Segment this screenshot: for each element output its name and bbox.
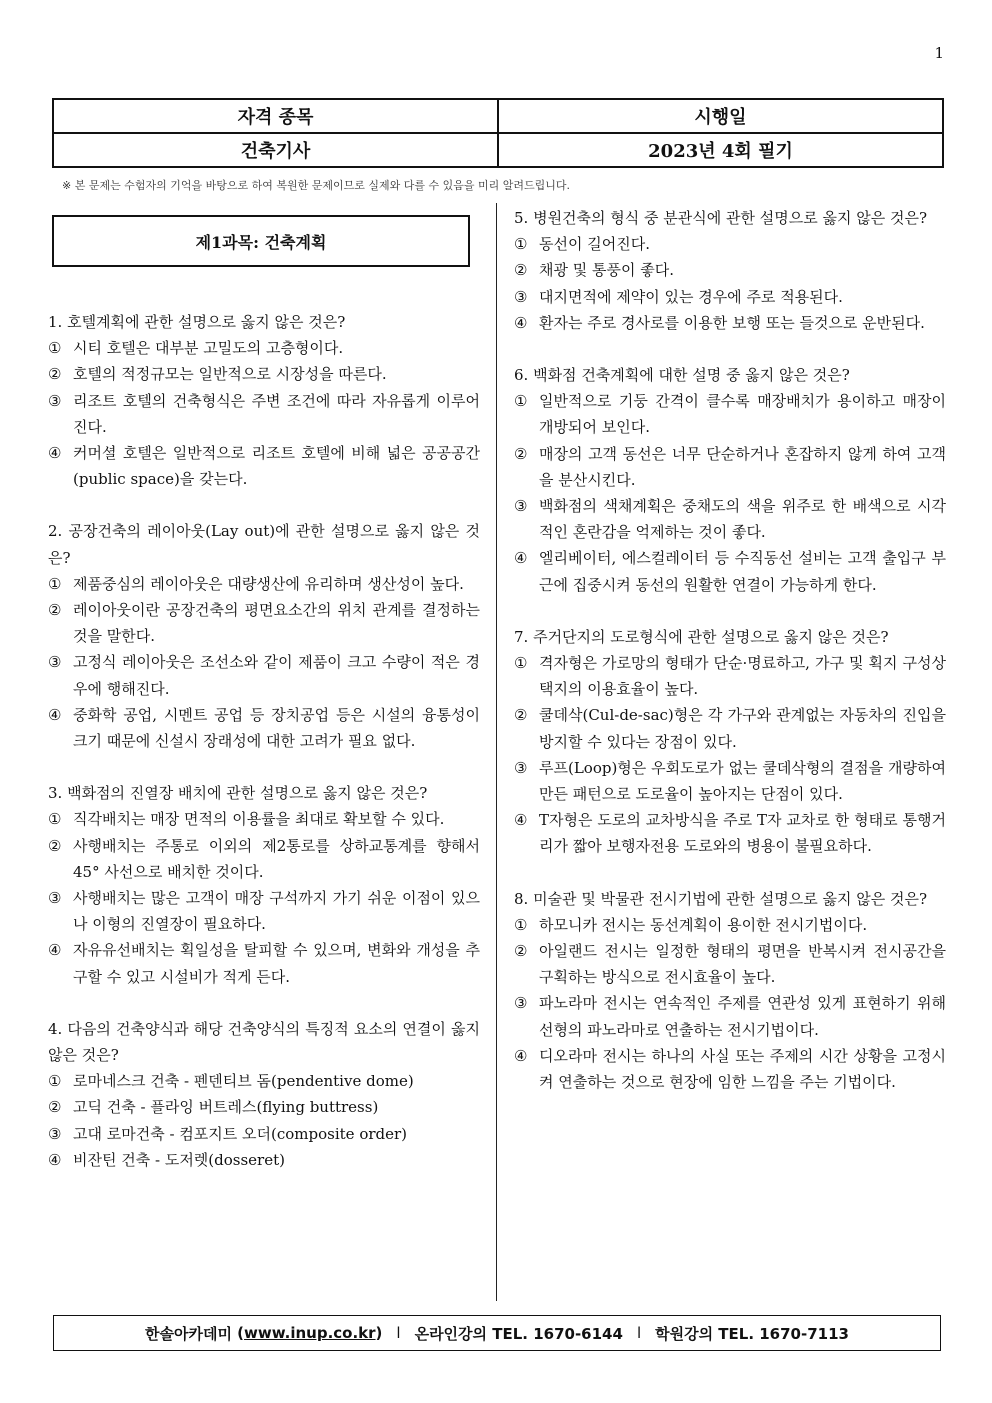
- option-number: ③: [514, 758, 528, 777]
- footer-separator: l: [636, 1324, 642, 1342]
- option-item: [514, 1043, 946, 1095]
- option-item: [48, 1068, 480, 1094]
- option-text: 비잔틴 건축 - 도저렛(dosseret): [73, 1150, 285, 1169]
- question-6: [514, 362, 946, 598]
- question-5: [514, 205, 946, 336]
- question-stem: 2. 공장건축의 레이아웃(Lay out)에 관한 설명으로 옳지 않은 것은?: [48, 522, 480, 567]
- option-text: 레이아웃이란 공장건축의 평면요소간의 위치 관계를 결정하는 것을 말한다.: [73, 601, 480, 646]
- option-number: ②: [48, 836, 62, 855]
- option-item: [514, 702, 946, 754]
- option-number: ②: [48, 1098, 62, 1117]
- option-item: [48, 833, 480, 885]
- option-number: ④: [48, 705, 62, 724]
- option-text: 하모니카 전시는 동선계획이 용이한 전시기법이다.: [539, 915, 868, 934]
- option-text: 엘리베이터, 에스컬레이터 등 수직동선 설비는 고객 출입구 부근에 집중시켜 동선의 원활한 연결이 가능하게 한다.: [539, 549, 946, 594]
- option-text: 일반적으로 기둥 간격이 클수록 매장배치가 용이하고 매장이 개방되어 보인다.: [539, 392, 946, 437]
- option-item: [514, 388, 946, 440]
- question-stem: 4. 다음의 건축양식과 해당 건축양식의 특징적 요소의 연결이 옳지 않은 것은?: [48, 1019, 480, 1065]
- option-item: [48, 388, 480, 440]
- option-item: [48, 1147, 480, 1173]
- option-text: 동선이 길어진다.: [539, 235, 650, 254]
- footer-online-phone: 온라인강의 TEL. 1670-6144: [414, 1324, 623, 1343]
- option-number: ④: [48, 1150, 62, 1169]
- question-stem: 6. 백화점 건축계획에 대한 설명 중 옳지 않은 것은?: [514, 366, 850, 385]
- header-value-qualification: 건축기사: [53, 133, 498, 167]
- question-7: [514, 624, 946, 860]
- option-item: [514, 650, 946, 702]
- subject-title-box: [52, 215, 470, 267]
- option-text: 고딕 건축 - 플라잉 버트레스(flying buttress): [73, 1098, 379, 1117]
- option-number: ②: [514, 261, 528, 280]
- option-number: ①: [514, 392, 528, 411]
- subject-title: 제1과목: 건축계획: [195, 232, 327, 252]
- option-text: 커머셜 호텔은 일반적으로 리조트 호텔에 비해 넓은 공공공간(public space)을 갖는다.: [73, 444, 480, 489]
- option-text: 로마네스크 건축 - 펜덴티브 돔(pendentive dome): [73, 1072, 414, 1091]
- option-text: 루프(Loop)형은 우회도로가 없는 쿨데삭형의 결점을 개량하여 만든 패턴으로 도로율이 높아지는 단점이 있다.: [539, 758, 946, 804]
- option-number: ③: [48, 1124, 62, 1143]
- option-number: ①: [514, 915, 528, 934]
- option-number: ①: [514, 235, 528, 254]
- option-text: 매장의 고객 동선은 너무 단순하거나 혼잡하지 않게 하여 고객을 분산시킨다.: [539, 444, 946, 489]
- question-stem: 7. 주거단지의 도로형식에 관한 설명으로 옳지 않은 것은?: [514, 627, 889, 646]
- option-number: ④: [514, 313, 528, 332]
- footer-separator: l: [396, 1324, 401, 1342]
- right-column: [514, 205, 946, 1095]
- option-item: [48, 571, 480, 597]
- question-stem: 5. 병원건축의 형식 중 분관식에 관한 설명으로 옳지 않은 것은?: [514, 209, 928, 227]
- question-8: [514, 886, 946, 1096]
- option-item: [48, 335, 480, 361]
- option-item: [48, 361, 480, 387]
- option-text: 사행배치는 많은 고객이 매장 구석까지 가기 쉬운 이점이 있으나 이형의 진열장이 필요하다.: [73, 889, 480, 934]
- option-number: ③: [48, 889, 62, 908]
- option-item: [514, 938, 946, 990]
- footer-website-link[interactable]: www.inup.co.kr: [244, 1324, 376, 1342]
- question-stem: 8. 미술관 및 박물관 전시기법에 관한 설명으로 옳지 않은 것은?: [514, 889, 928, 908]
- option-number: ③: [48, 391, 62, 410]
- option-text: 고정식 레이아웃은 조선소와 같이 제품이 크고 수량이 적은 경우에 행해진다.: [73, 653, 480, 698]
- option-text: 사행배치는 주통로 이외의 제2통로를 상하교통계를 향해서 45° 사선으로 배치한 것이다.: [73, 836, 480, 881]
- option-text: 채광 및 통풍이 좋다.: [539, 261, 674, 280]
- option-text: 대지면적에 제약이 있는 경우에 주로 적용된다.: [539, 287, 843, 306]
- option-number: ①: [48, 574, 62, 593]
- option-item: [514, 441, 946, 493]
- disclaimer-notice: ※ 본 문제는 수험자의 기억을 바탕으로 하여 복원한 문제이므로 실제와 다를 수 있음을 미리 알려드립니다.: [62, 179, 570, 192]
- option-number: ②: [48, 365, 62, 384]
- option-number: ④: [48, 941, 62, 960]
- option-text: 시티 호텔은 대부분 고밀도의 고층형이다.: [73, 339, 344, 358]
- option-number: ④: [514, 811, 528, 830]
- option-item: [514, 912, 946, 938]
- option-text: 파노라마 전시는 연속적인 주제를 연관성 있게 표현하기 위해 선형의 파노라마로 연출하는 전시기법이다.: [539, 994, 946, 1039]
- option-text: 중화학 공업, 시멘트 공업 등 장치공업 등은 시설의 융통성이 크기 때문에 신설시 장래성에 대한 고려가 필요 없다.: [73, 705, 480, 751]
- page-footer: 한솔아카데미 ( www.inup.co.kr ) l 온라인강의 TEL. 1670-6144 l 학원강의 TEL. 1670-7113: [53, 1315, 941, 1351]
- option-text: 쿨데삭(Cul-de-sac)형은 각 가구와 관계없는 자동차의 진입을 방지할 수 있다는 장점이 있다.: [539, 706, 946, 751]
- option-number: ①: [48, 1072, 62, 1091]
- option-number: ④: [48, 444, 62, 463]
- option-number: ④: [514, 549, 528, 568]
- exam-header-table: [52, 98, 944, 168]
- option-item: [48, 649, 480, 701]
- option-item: [514, 545, 946, 597]
- option-text: 직각배치는 매장 면적의 이용률을 최대로 확보할 수 있다.: [73, 810, 445, 829]
- header-value-exam-date: 2023년 4회 필기: [498, 133, 943, 167]
- option-item: [48, 885, 480, 937]
- option-number: ③: [514, 994, 528, 1013]
- question-2: [48, 518, 480, 754]
- option-number: ②: [514, 444, 528, 463]
- option-text: 리조트 호텔의 건축형식은 주변 조건에 따라 자유롭게 이루어진다.: [73, 391, 480, 436]
- option-item: [514, 493, 946, 545]
- option-item: [514, 310, 946, 336]
- option-text: 격자형은 가로망의 형태가 단순·명료하고, 가구 및 획지 구성상 택지의 이용효율이 높다.: [539, 654, 946, 699]
- option-number: ①: [48, 810, 62, 829]
- header-label-qualification: 자격 종목: [53, 99, 498, 133]
- option-item: [48, 702, 480, 754]
- option-text: 호텔의 적정규모는 일반적으로 시장성을 따른다.: [73, 365, 387, 384]
- option-number: ③: [514, 287, 528, 306]
- footer-offline-phone: 학원강의 TEL. 1670-7113: [655, 1324, 849, 1343]
- question-stem: 1. 호텔계획에 관한 설명으로 옳지 않은 것은?: [48, 313, 346, 331]
- footer-academy-name: 한솔아카데미: [145, 1324, 232, 1343]
- option-number: ②: [514, 706, 528, 725]
- option-number: ①: [514, 654, 528, 673]
- option-text: T자형은 도로의 교차방식을 주로 T자 교차로 한 형태로 통행거리가 짧아 보행자전용 도로와의 병용이 불필요하다.: [539, 811, 946, 856]
- option-item: [514, 755, 946, 807]
- question-3: [48, 780, 480, 990]
- question-1: [48, 309, 480, 492]
- option-number: ③: [48, 653, 62, 672]
- option-item: [48, 806, 480, 832]
- option-item: [514, 807, 946, 859]
- option-item: [48, 1121, 480, 1147]
- option-item: [514, 231, 946, 257]
- option-number: ④: [514, 1046, 528, 1065]
- option-number: ③: [514, 497, 528, 516]
- page-number: 1: [934, 44, 944, 62]
- option-item: [514, 990, 946, 1042]
- option-text: 백화점의 색채계획은 중채도의 색을 위주로 한 배색으로 시각적인 혼란감을 억제하는 것이 좋다.: [539, 497, 946, 542]
- option-text: 디오라마 전시는 하나의 사실 또는 주제의 시간 상황을 고정시켜 연출하는 것으로 현장에 임한 느낌을 주는 기법이다.: [539, 1046, 946, 1092]
- option-number: ②: [514, 942, 528, 961]
- option-text: 환자는 주로 경사로를 이용한 보행 또는 들것으로 운반된다.: [539, 313, 925, 332]
- option-number: ②: [48, 601, 62, 620]
- option-item: [514, 257, 946, 283]
- option-item: [48, 597, 480, 649]
- option-number: ①: [48, 339, 62, 358]
- option-item: [48, 937, 480, 989]
- option-text: 자유유선배치는 획일성을 탈피할 수 있으며, 변화와 개성을 추구할 수 있고 시설비가 적게 든다.: [73, 941, 480, 986]
- header-label-exam-date: 시행일: [498, 99, 943, 133]
- option-item: [48, 440, 480, 492]
- column-divider: [496, 203, 497, 1301]
- option-text: 고대 로마건축 - 컴포지트 오더(composite order): [73, 1124, 408, 1143]
- left-column: [48, 205, 480, 1173]
- option-item: [48, 1094, 480, 1120]
- option-text: 아일랜드 전시는 일정한 형태의 평면을 반복시켜 전시공간을 구획하는 방식으로 전시효율이 높다.: [539, 942, 946, 987]
- question-4: [48, 1016, 480, 1173]
- option-text: 제품중심의 레이아웃은 대량생산에 유리하며 생산성이 높다.: [73, 574, 464, 593]
- question-stem: 3. 백화점의 진열장 배치에 관한 설명으로 옳지 않은 것은?: [48, 784, 428, 803]
- option-item: [514, 284, 946, 310]
